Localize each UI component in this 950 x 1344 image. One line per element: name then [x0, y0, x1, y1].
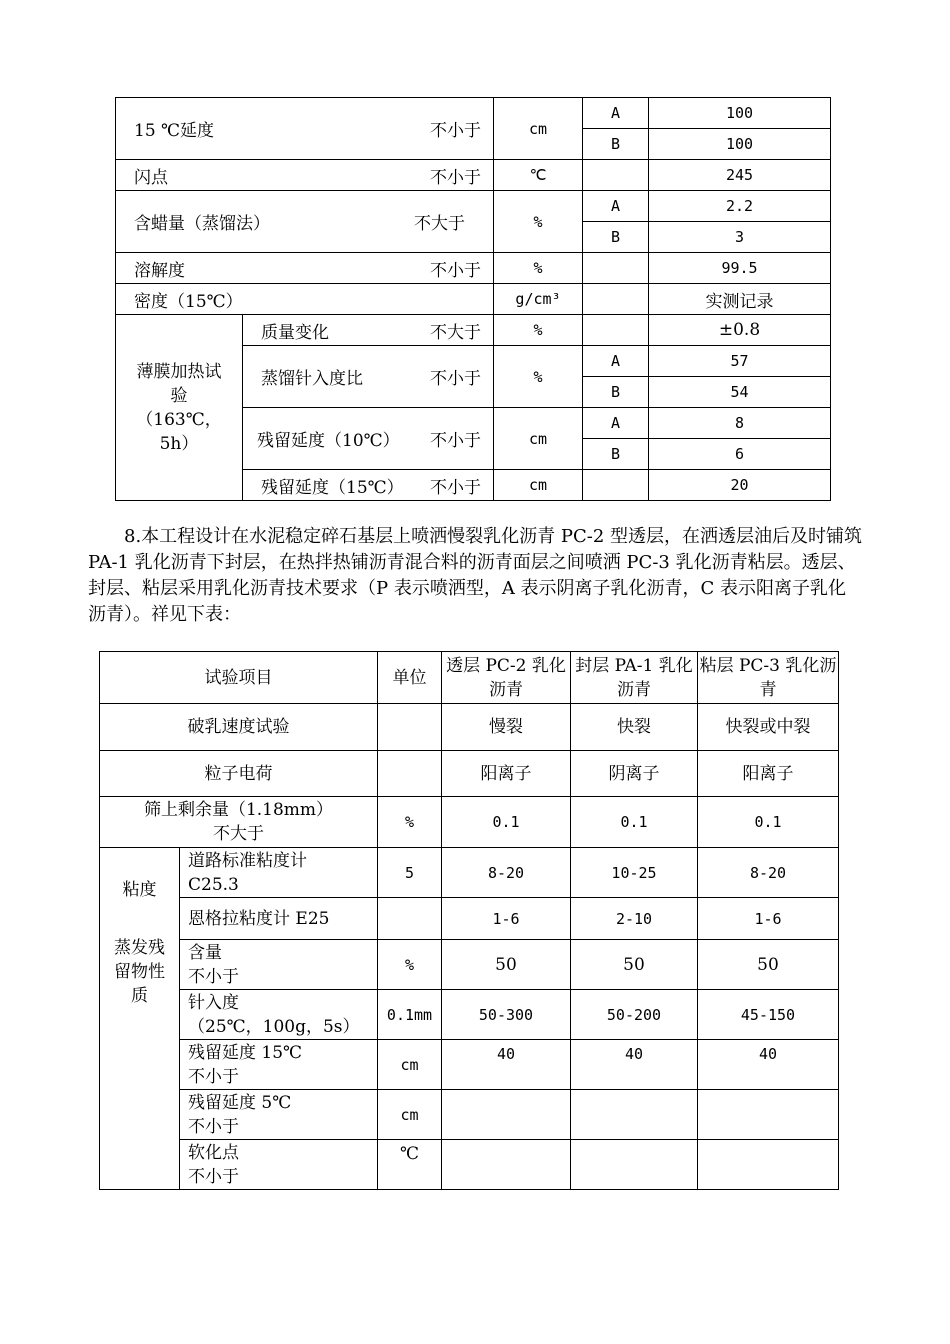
value-cell: 10-25 [571, 848, 698, 898]
condition-label: 不小于 [430, 260, 481, 281]
body-paragraph: 8.本工程设计在水泥稳定碎石基层上喷洒慢裂乳化沥青 PC-2 型透层，在洒透层油后及时铺筑 PA-1 乳化沥青下封层，在热拌热铺沥青混合料的沥青面层之间喷洒 PC-3 乳化沥青粘层。透层、封层、粘层采用乳化沥青技术要求（P 表示喷洒型，A 表示阴离子乳化沥青，C 表示阳离子乳化沥青）。祥见下表： [88, 526, 863, 625]
unit-cell: ℃ [378, 1140, 442, 1190]
value-cell: 阴离子 [571, 751, 698, 797]
value-cell: 8 [649, 408, 831, 439]
value-cell [698, 1140, 839, 1190]
value-cell: 40 [571, 1040, 698, 1090]
item-label: 15 ℃延度 [134, 121, 215, 141]
condition-label: 不大于 [430, 322, 481, 343]
condition-label: 不小于 [430, 369, 481, 389]
grade-cell [583, 160, 649, 191]
unit-cell: cm [378, 1040, 442, 1090]
viscosity-label: 粘度 [122, 880, 157, 900]
unit-cell: cm [378, 1090, 442, 1140]
grade-cell: B [583, 439, 649, 470]
grade-cell [583, 315, 649, 346]
item-cell [116, 98, 494, 160]
header-cell: 封层 PA-1 乳化沥青 [571, 652, 698, 704]
value-cell: 245 [649, 160, 831, 191]
table-row [100, 940, 839, 990]
value-cell: 40 [442, 1040, 571, 1090]
grade-cell: A [583, 98, 649, 129]
item-label: 残留延度（15℃） [261, 477, 404, 498]
item-label: 质量变化 [261, 322, 329, 343]
value-cell: 40 [698, 1040, 839, 1090]
item-label: 闪点 [134, 167, 168, 188]
unit-cell: cm [494, 98, 583, 160]
table-row [100, 990, 839, 1040]
value-cell: 0.1 [698, 797, 839, 848]
header-cell: 透层 PC-2 乳化沥青 [442, 652, 571, 704]
value-cell: 慢裂 [442, 704, 571, 751]
unit-cell: % [494, 346, 583, 408]
condition-label: 不小于 [430, 477, 481, 498]
value-cell [442, 1140, 571, 1190]
item-line: 不小于 [188, 1116, 239, 1137]
value-cell [571, 1090, 698, 1140]
value-cell: 1-6 [698, 898, 839, 940]
item-line: 不小于 [188, 966, 239, 987]
item-line: 不大于 [213, 824, 264, 844]
value-cell: ±0.8 [649, 315, 831, 346]
item-line: 含量 [188, 942, 222, 963]
unit-cell: 0.1mm [378, 990, 442, 1040]
item-line: 筛上剩余量（1.18mm） [143, 800, 334, 820]
value-cell: 99.5 [649, 253, 831, 284]
value-cell: 50 [571, 940, 698, 990]
condition-label: 不小于 [430, 431, 481, 451]
item-label: 溶解度 [134, 260, 185, 281]
table-row [100, 848, 839, 898]
group-label-line: （163℃，5h） [136, 409, 222, 454]
grade-cell: B [583, 129, 649, 160]
value-cell: 3 [649, 222, 831, 253]
item-line: 针入度 [188, 992, 239, 1013]
value-cell: 0.1 [442, 797, 571, 848]
value-cell: 阳离子 [698, 751, 839, 797]
item-cell [180, 1140, 378, 1190]
item-cell: 破乳速度试验 [100, 704, 378, 751]
item-cell [180, 1090, 378, 1140]
item-line: 恩格拉粘度计 E25 [188, 908, 330, 929]
condition-label: 不小于 [430, 121, 481, 141]
item-cell: 粒子电荷 [100, 751, 378, 797]
grade-cell [583, 253, 649, 284]
grade-cell: B [583, 222, 649, 253]
value-cell: 2-10 [571, 898, 698, 940]
item-label: 含蜡量（蒸馏法） [134, 214, 270, 234]
value-cell: 50-300 [442, 990, 571, 1040]
value-cell: 100 [649, 129, 831, 160]
condition-label: 不小于 [430, 167, 481, 188]
item-line: C25.3 [188, 874, 239, 895]
item-line: 软化点 [188, 1142, 239, 1163]
value-cell: 8-20 [442, 848, 571, 898]
unit-cell: % [378, 940, 442, 990]
value-cell: 1-6 [442, 898, 571, 940]
unit-cell: g/cm³ [494, 284, 583, 315]
table-row [100, 797, 839, 848]
table-row [100, 1090, 839, 1140]
item-cell [116, 160, 494, 191]
item-line: 不小于 [188, 1166, 239, 1187]
item-cell [180, 898, 378, 940]
grade-cell [583, 470, 649, 501]
emulsified-asphalt-table [99, 651, 839, 1190]
residue-label-line: 蒸发残 [114, 938, 165, 958]
value-cell [442, 1090, 571, 1140]
item-cell [116, 284, 494, 315]
unit-cell [378, 704, 442, 751]
table-row [116, 315, 831, 346]
grade-cell: A [583, 346, 649, 377]
item-cell [180, 990, 378, 1040]
header-cell: 粘层 PC-3 乳化沥青 [698, 652, 839, 704]
value-cell: 54 [649, 377, 831, 408]
table-row [100, 704, 839, 751]
value-cell: 50 [442, 940, 571, 990]
item-cell [243, 346, 494, 408]
item-line: 不小于 [188, 1066, 239, 1087]
group-label-line: 薄膜加热试 [136, 361, 222, 382]
value-cell: 快裂 [571, 704, 698, 751]
group-label-line: 验 [170, 385, 188, 406]
table-row [116, 191, 831, 222]
value-cell: 快裂或中裂 [698, 704, 839, 751]
header-cell: 试验项目 [100, 652, 378, 704]
unit-cell: cm [494, 408, 583, 470]
grade-cell [583, 284, 649, 315]
value-cell [698, 1090, 839, 1140]
unit-cell [378, 898, 442, 940]
table-row [100, 898, 839, 940]
unit-cell: % [494, 315, 583, 346]
value-cell [571, 1140, 698, 1190]
table-row [116, 98, 831, 129]
value-cell: 0.1 [571, 797, 698, 848]
value-cell: 8-20 [698, 848, 839, 898]
unit-cell: % [494, 191, 583, 253]
value-cell: 100 [649, 98, 831, 129]
group-label-cell [116, 315, 243, 501]
item-cell [100, 797, 378, 848]
residue-label-line: 留物性 [114, 962, 165, 982]
table-row [116, 284, 831, 315]
value-cell: 50-200 [571, 990, 698, 1040]
unit-cell: % [378, 797, 442, 848]
value-cell: 阳离子 [442, 751, 571, 797]
value-cell: 50 [698, 940, 839, 990]
item-cell [116, 253, 494, 284]
value-cell: 57 [649, 346, 831, 377]
item-line: 道路标准粘度计 [188, 850, 307, 871]
unit-cell: cm [494, 470, 583, 501]
unit-cell: % [494, 253, 583, 284]
category-label-cell [100, 848, 180, 1190]
header-cell: 单位 [378, 652, 442, 704]
item-line: （25℃，100g，5s） [188, 1016, 360, 1037]
item-cell [243, 470, 494, 501]
value-cell: 45-150 [698, 990, 839, 1040]
grade-cell: A [583, 191, 649, 222]
item-cell [116, 191, 494, 253]
table-row [116, 253, 831, 284]
asphalt-properties-table [115, 97, 831, 501]
grade-cell: B [583, 377, 649, 408]
item-label: 蒸馏针入度比 [261, 369, 363, 389]
grade-cell: A [583, 408, 649, 439]
table-row [100, 751, 839, 797]
item-cell [243, 408, 494, 470]
item-label: 密度（15℃） [134, 291, 243, 312]
item-cell [180, 940, 378, 990]
value-cell: 6 [649, 439, 831, 470]
item-label: 残留延度（10℃） [257, 431, 400, 451]
item-line: 残留延度 15℃ [188, 1042, 303, 1063]
value-cell: 20 [649, 470, 831, 501]
unit-cell: ℃ [494, 160, 583, 191]
unit-cell [378, 751, 442, 797]
value-cell: 实测记录 [649, 284, 831, 315]
unit-cell: 5 [378, 848, 442, 898]
item-cell [243, 315, 494, 346]
condition-label: 不大于 [414, 214, 465, 234]
item-line: 残留延度 5℃ [188, 1092, 292, 1113]
header-row [100, 652, 839, 704]
table-row [100, 1140, 839, 1190]
table-row [100, 1040, 839, 1090]
residue-label-line: 质 [131, 986, 148, 1006]
table-row [116, 160, 831, 191]
value-cell: 2.2 [649, 191, 831, 222]
item-cell [180, 848, 378, 898]
item-cell [180, 1040, 378, 1090]
